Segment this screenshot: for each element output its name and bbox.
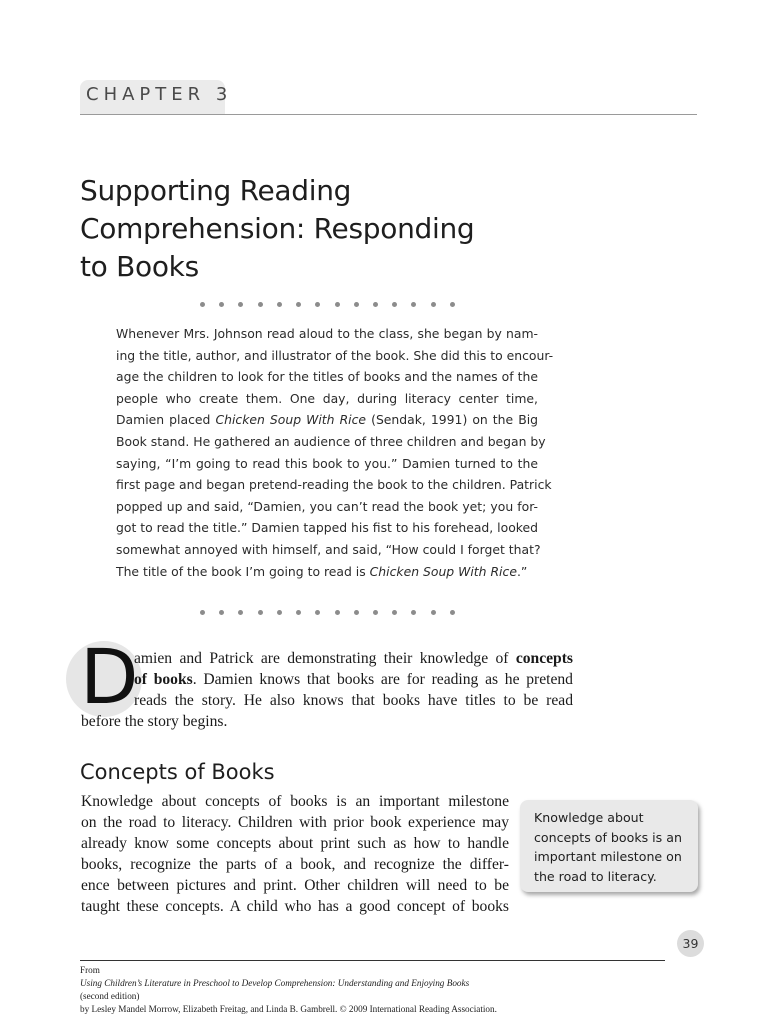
section-heading: Concepts of Books [80, 760, 275, 784]
vignette-line: first page and began pretend-reading the book to the children. Patrick [116, 477, 552, 493]
paragraph-line: already know some concepts about print such as how to handle [81, 835, 509, 852]
paragraph-line: taught these concepts. A child who has a good concept of books [81, 898, 509, 915]
dot-divider-top [200, 302, 455, 307]
vignette-line: Book stand. He gathered an audience of three children and began by [116, 433, 546, 449]
page-number: 39 [682, 936, 699, 951]
key-term: concepts [515, 650, 573, 667]
vignette-line: ing the title, author, and illustrator of the book. She did this to encour- [116, 347, 554, 363]
footer-line: From Using Children’s Literature in Preschool to Develop Comprehension: Understanding and Enjoying Books (second edition) [80, 965, 470, 1001]
vignette-line: Whenever Mrs. Johnson read aloud to the class, she began by nam- [116, 326, 538, 341]
vignette-line: popped up and said, “Damien, you can’t read the book yet; you for- [116, 498, 538, 514]
opening-vignette [116, 323, 554, 582]
book-title-italic: Chicken Soup With Rice [215, 412, 367, 428]
footer-line: by Lesley Mandel Morrow, Elizabeth Freitag, and Linda B. Gambrell. © 2009 International Reading Association. [80, 1004, 497, 1014]
dot-divider-bottom [200, 610, 455, 615]
vignette-line: age the children to look for the titles of books and the names of the [116, 369, 538, 385]
pull-quote-line: important milestone on [534, 849, 682, 864]
footer-book-title: Using Children’s Literature in Preschool to Develop Comprehension: Understanding and Enjoying Books [80, 978, 470, 988]
pull-quote-text [534, 808, 694, 886]
chapter-rule [80, 114, 697, 115]
dropcap-letter: D [80, 632, 139, 721]
chapter-title [80, 172, 560, 286]
paragraph-line: before the story begins. [81, 713, 228, 730]
paragraph-line: amien and Patrick are demonstrating their knowledge of concepts [134, 650, 573, 667]
key-term: of books [134, 671, 193, 688]
chapter-label: CHAPTER 3 [86, 84, 233, 105]
paragraph-line: reads the story. He also knows that books have titles to be read [134, 692, 573, 709]
title-line: Supporting Reading [80, 174, 352, 207]
paragraph-line: books, recognize the parts of a book, and recognize the differ- [81, 856, 509, 873]
pull-quote-line: the road to literacy. [534, 868, 657, 884]
vignette-line: saying, “I’m going to read this book to you.” Damien turned to the [116, 455, 538, 471]
paragraph-line: on the road to literacy. Children with prior book experience may [81, 814, 509, 831]
footer-citation [80, 964, 680, 1016]
title-line: Comprehension: Responding [80, 212, 475, 245]
vignette-line: somewhat annoyed with himself, and said, “How could I forget that? [116, 541, 541, 557]
book-title-italic: Chicken Soup With Rice [369, 563, 517, 579]
pull-quote-line: Knowledge about [534, 810, 644, 825]
intro-paragraph [81, 648, 573, 732]
section-paragraph [81, 791, 509, 917]
paragraph-line: of books. Damien knows that books are for reading as he pretend [134, 671, 573, 688]
vignette-line: Damien placed Chicken Soup With Rice (Sendak, 1991) on the Big [116, 412, 539, 428]
paragraph-line: Knowledge about concepts of books is an important milestone [81, 793, 509, 810]
vignette-line: people who create them. One day, during literacy center time, [116, 390, 538, 406]
vignette-line: The title of the book I’m going to read is Chicken Soup With Rice.” [116, 563, 528, 579]
paragraph-line: ence between pictures and print. Other children will need to be [81, 877, 509, 894]
title-line: to Books [80, 250, 199, 283]
footer-rule [80, 960, 665, 961]
pull-quote-line: concepts of books is an [534, 829, 682, 845]
vignette-line: got to read the title.” Damien tapped his fist to his forehead, looked [116, 520, 538, 536]
